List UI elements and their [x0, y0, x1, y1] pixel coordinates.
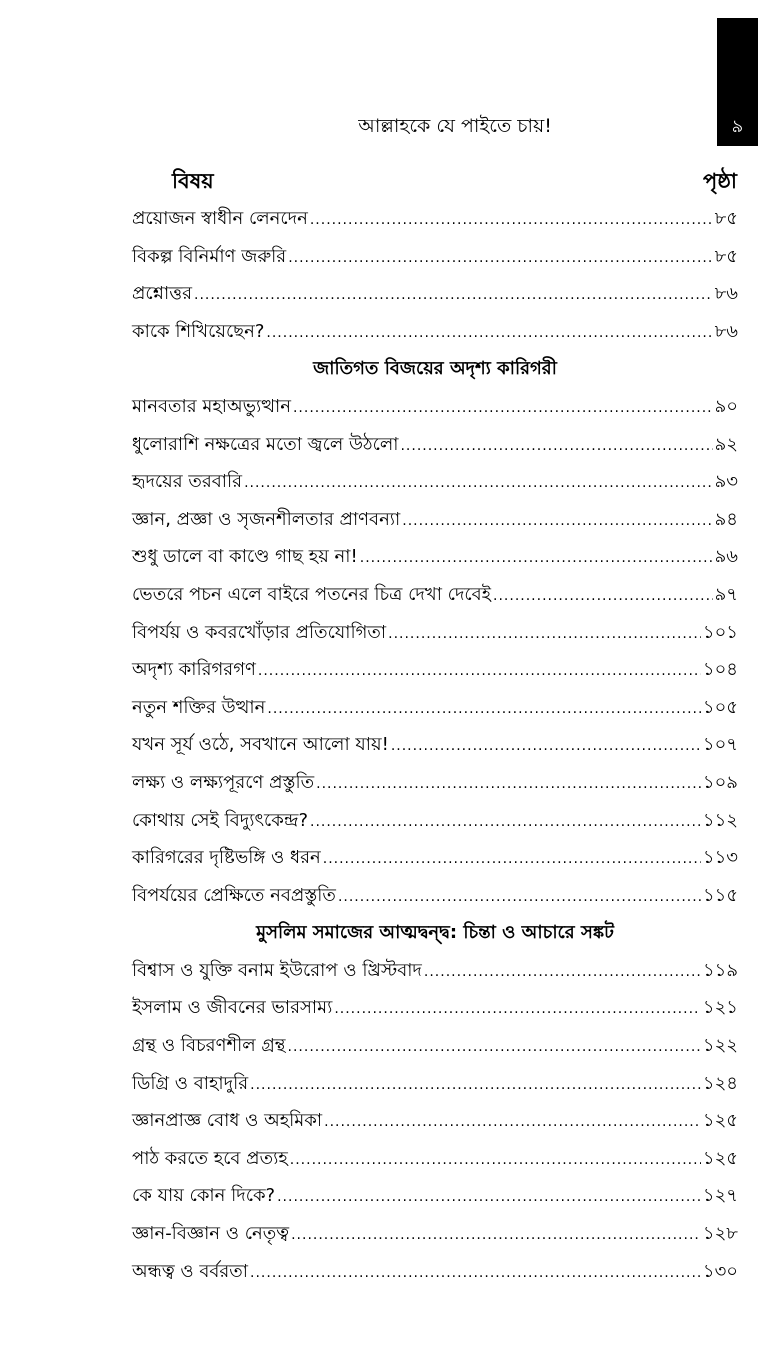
dot-leader — [288, 240, 712, 278]
toc-entry — [132, 1065, 738, 1103]
toc-entry — [132, 726, 738, 764]
toc-entry — [132, 313, 738, 351]
dot-leader — [338, 879, 701, 917]
toc-entry-title: প্রশ্নোত্তর — [132, 283, 192, 305]
running-title: আল্লাহকে যে পাইতে চায়! — [358, 115, 552, 137]
toc-entry-title: কোথায় সেই বিদ্যুৎকেন্দ্র? — [132, 809, 308, 831]
toc-entry — [132, 802, 738, 840]
toc-entry-title: শুধু ডালে বা কাণ্ডে গাছ হয় না! — [132, 546, 358, 568]
toc-entry-title: বিপর্যয়ের প্রেক্ষিতে নবপ্রস্তুতি — [132, 884, 336, 906]
toc-entry-title: জ্ঞান, প্রজ্ঞা ও সৃজনশীলতার প্রাণবন্যা — [132, 508, 401, 530]
subject-column-heading: বিষয় — [172, 169, 214, 193]
toc-entry-page: ৮৫ — [714, 208, 738, 229]
toc-entry-page: ১১৯ — [702, 959, 738, 981]
toc-entry-title: কাকে শিখিয়েছেন? — [132, 320, 265, 342]
toc-entry-page: ৮৬ — [714, 320, 738, 342]
dot-leader — [493, 578, 713, 616]
toc-entry — [132, 463, 738, 501]
toc-entry-title: ধুলোরাশি নক্ষত্রের মতো জ্বলে উঠলো — [132, 433, 399, 455]
dot-leader — [250, 1255, 701, 1293]
toc-entry-page: ১৩০ — [702, 1260, 738, 1282]
dot-leader — [266, 315, 712, 353]
dot-leader — [293, 390, 713, 428]
toc-entry-title: নতুন শক্তির উত্থান — [132, 696, 266, 718]
dot-leader — [316, 766, 701, 804]
page-number: ৯ — [731, 116, 744, 137]
toc-entry — [132, 388, 738, 426]
toc-entry-title: হৃদয়ের তরবারি — [132, 471, 243, 493]
page-number-tab — [717, 18, 758, 146]
toc-entry-title: অদৃশ্য কারিগরগণ — [132, 659, 256, 681]
toc-entry-page: ১০১ — [702, 621, 738, 643]
dot-leader — [334, 991, 701, 1029]
dot-leader — [194, 277, 713, 315]
dot-leader — [258, 653, 701, 691]
dot-leader — [290, 1142, 701, 1180]
dot-leader — [400, 428, 712, 466]
toc-entry-page: ১০৫ — [702, 696, 738, 718]
dot-leader — [402, 503, 712, 541]
toc-entry-title: কে যায় কোন দিকে? — [132, 1185, 276, 1207]
toc-entry-title: লক্ষ্য ও লক্ষ্যপূরণে প্রস্তুতি — [132, 771, 315, 793]
toc-entry-title: ভেতরে পচন এলে বাইরে পতনের চিত্র দেখা দেবেই — [132, 583, 492, 605]
toc-entry-title: বিকল্প বিনির্মাণ জরুরি — [132, 245, 287, 267]
toc-entry — [132, 1215, 738, 1253]
toc-entry-title: মানবতার মহাঅভ্যুত্থান — [132, 395, 291, 417]
dot-leader — [291, 1217, 701, 1255]
toc-entry-page: ১২৪ — [702, 1072, 738, 1094]
toc-entry — [132, 1027, 738, 1065]
dot-leader — [360, 540, 713, 578]
dot-leader — [244, 465, 713, 503]
toc-entry — [132, 989, 738, 1027]
toc-entry-page: ১২৭ — [702, 1185, 738, 1207]
dot-leader — [277, 1179, 701, 1217]
toc-entry-page: ১০৯ — [702, 771, 738, 793]
toc-entry-title: ইসলাম ও জীবনের ভারসাম্য — [132, 997, 333, 1019]
toc-entry — [132, 651, 738, 689]
toc-entry-title: গ্রন্থ ও বিচরণশীল গ্রন্থ — [132, 1035, 286, 1057]
toc-entry-title: জ্ঞান-বিজ্ঞান ও নেতৃত্ব — [132, 1223, 290, 1245]
toc-entry-page: ৯৩ — [714, 471, 738, 493]
toc-entry-title: বিশ্বাস ও যুক্তি বনাম ইউরোপ ও খ্রিস্টবাদ — [132, 959, 422, 981]
dot-leader — [391, 728, 701, 766]
toc-entry-title: বিপর্যয় ও কবরখোঁড়ার প্রতিযোগিতা — [132, 621, 387, 643]
dot-leader — [323, 841, 701, 879]
toc-entry-page: ১২৫ — [702, 1147, 738, 1169]
toc-entry — [132, 1253, 738, 1291]
toc-entry — [132, 426, 738, 464]
toc-entry — [132, 1177, 738, 1215]
toc-entry-page: ১২৮ — [702, 1223, 738, 1245]
toc-entry — [132, 1140, 738, 1178]
toc-entry-page: ৯২ — [714, 433, 738, 455]
toc-entry-title: জ্ঞানপ্রাজ্ঞ বোধ ও অহমিকা — [132, 1110, 323, 1132]
toc-entry-page: ৮৫ — [714, 245, 738, 267]
dot-leader — [324, 1104, 701, 1142]
toc-entry-page: ১১৫ — [702, 884, 738, 906]
dot-leader — [288, 1029, 701, 1067]
dot-leader — [267, 691, 701, 729]
toc-entry-page: ১০৪ — [702, 659, 738, 681]
section-heading: জাতিগত বিজয়ের অদৃশ্য কারিগরী — [313, 358, 557, 380]
toc-entry-page: ১১৩ — [702, 847, 738, 869]
dot-leader — [388, 616, 701, 654]
toc-entry-page: ৯০ — [714, 395, 738, 417]
toc-entry — [132, 764, 738, 802]
toc-entry — [132, 501, 738, 539]
toc-entry — [132, 877, 738, 915]
toc-entry-page: ১০৭ — [702, 734, 738, 756]
dot-leader — [250, 1067, 701, 1105]
toc-entry-page: ১২২ — [702, 1035, 738, 1057]
toc-entry-page: ৯৪ — [714, 508, 738, 530]
toc-entry-title: কারিগরের দৃষ্টিভঙ্গি ও ধরন — [132, 847, 321, 869]
toc-entry-title: ডিগ্রি ও বাহাদুরি — [132, 1072, 249, 1094]
table-of-contents — [132, 200, 738, 1290]
dot-leader — [310, 804, 701, 842]
toc-entry — [132, 238, 738, 276]
toc-entry — [132, 200, 738, 238]
dot-leader — [424, 954, 701, 992]
dot-leader — [310, 202, 713, 240]
toc-entry-title: পাঠ করতে হবে প্রত্যহ — [132, 1147, 288, 1169]
toc-entry-page: ৮৬ — [714, 283, 738, 305]
toc-entry — [132, 576, 738, 614]
toc-entry-page: ১২১ — [702, 997, 738, 1019]
toc-entry-page: ১২৫ — [702, 1110, 738, 1132]
toc-entry-page: ৯৬ — [714, 546, 738, 568]
toc-entry — [132, 275, 738, 313]
toc-entry-title: যখন সূর্য ওঠে, সবখানে আলো যায়! — [132, 734, 389, 756]
toc-entry — [132, 952, 738, 990]
section-heading: মুসলিম সমাজের আত্মদ্বন্দ্ব: চিন্তা ও আচারে সঙ্কট — [256, 922, 614, 944]
toc-entry-page: ১১২ — [702, 809, 738, 831]
toc-entry — [132, 1102, 738, 1140]
toc-entry — [132, 614, 738, 652]
toc-entry — [132, 689, 738, 727]
toc-entry-title: প্রয়োজন স্বাধীন লেনদেন — [132, 208, 308, 229]
toc-entry — [132, 839, 738, 877]
toc-entry — [132, 538, 738, 576]
toc-entry-title: অন্ধত্ব ও বর্বরতা — [132, 1260, 249, 1282]
page-column-heading: পৃষ্ঠা — [702, 169, 737, 193]
toc-entry-page: ৯৭ — [714, 583, 738, 605]
